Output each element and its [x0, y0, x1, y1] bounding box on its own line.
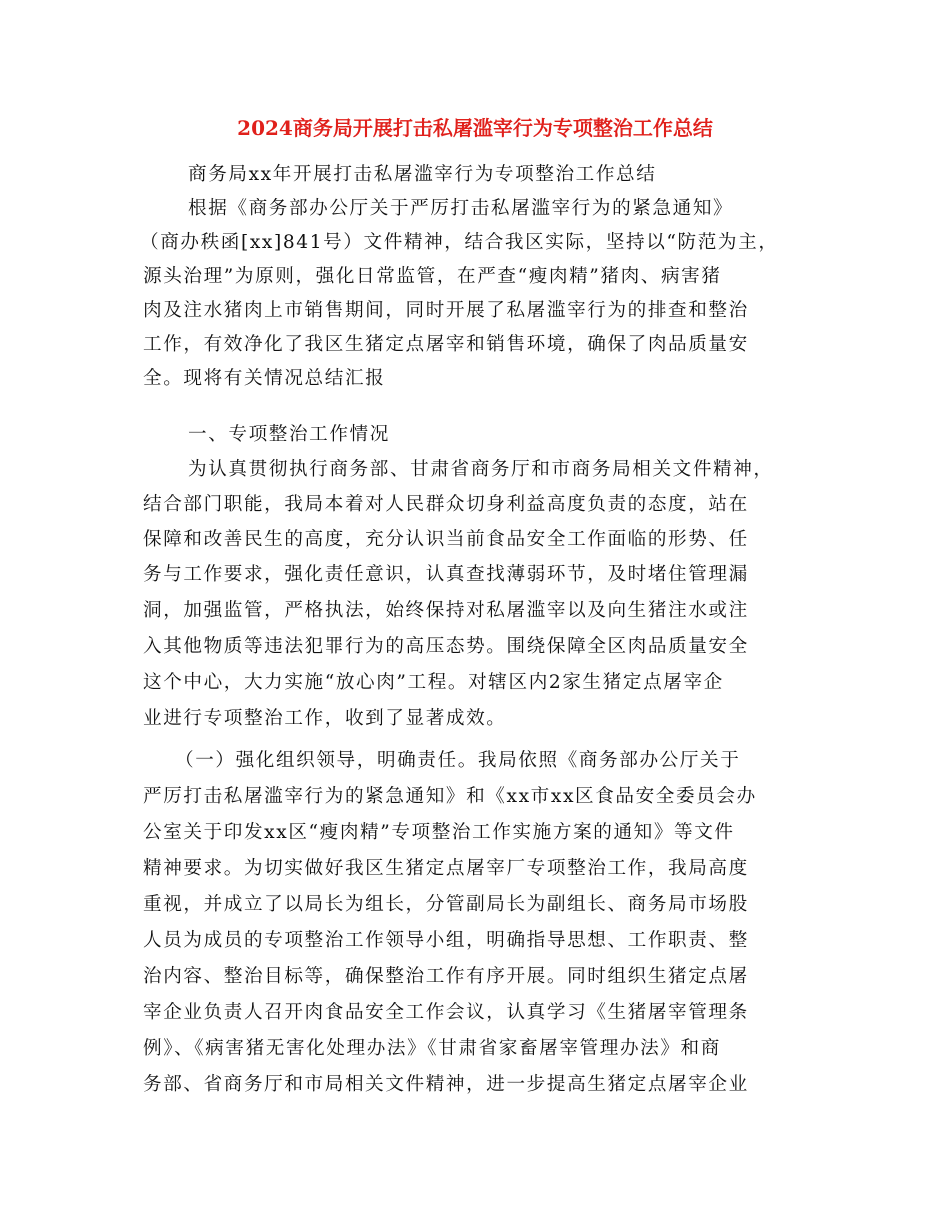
paragraph-line: 源头治理”为原则，强化日常监管，在严查“瘦肉精”猪肉、病害猪 — [143, 266, 722, 287]
paragraph-line: 精神要求。为切实做好我区生猪定点屠宰厂专项整治工作，我局高度 — [143, 858, 749, 879]
paragraph-line: 保障和改善民生的高度，充分认识当前食品安全工作面临的形势、任 — [143, 529, 749, 550]
paragraph-line: （商办秩函[xx]841号）文件精神，结合我区实际，坚持以“防范为主， — [140, 232, 779, 253]
paragraph-line: 为认真贯彻执行商务部、甘肃省商务厅和市商务局相关文件精神， — [188, 459, 774, 480]
document-title: 2024商务局开展打击私屠滥宰行为专项整治工作总结 — [237, 116, 713, 140]
subsection-line: （一）强化组织领导，明确责任。我局依照《商务部办公厅关于 — [175, 750, 741, 771]
paragraph-line: 洞，加强监管，严格执法，始终保持对私屠滥宰以及向生猪注水或注 — [143, 600, 749, 621]
paragraph-line: 业进行专项整治工作，收到了显著成效。 — [143, 708, 507, 729]
section-heading: 一、专项整治工作情况 — [188, 424, 390, 445]
paragraph-line: 肉及注水猪肉上市销售期间，同时开展了私屠滥宰行为的排查和整治 — [143, 300, 749, 321]
paragraph-line: 严厉打击私屠滥宰行为的紧急通知》和《xx市xx区食品安全委员会办 — [143, 786, 757, 807]
paragraph-line: 工作，有效净化了我区生猪定点屠宰和销售环境，确保了肉品质量安 — [143, 334, 749, 355]
paragraph-line: 人员为成员的专项整治工作领导小组，明确指导思想、工作职责、整 — [143, 930, 749, 951]
paragraph-line: 这个中心，大力实施“放心肉”工程。对辖区内2家生猪定点屠宰企 — [143, 672, 724, 693]
paragraph-line: 结合部门职能，我局本着对人民群众切身利益高度负责的态度，站在 — [143, 494, 749, 515]
paragraph-line: 根据《商务部办公厅关于严厉打击私屠滥宰行为的紧急通知》 — [188, 198, 734, 219]
paragraph-line: 全。现将有关情况总结汇报 — [143, 368, 386, 389]
paragraph-line: 宰企业负责人召开肉食品安全工作会议，认真学习《生猪屠宰管理条 — [143, 1002, 749, 1023]
paragraph-line: 入其他物质等违法犯罪行为的高压态势。围绕保障全区肉品质量安全 — [143, 636, 749, 657]
paragraph-line: 治内容、整治目标等，确保整治工作有序开展。同时组织生猪定点屠 — [143, 966, 749, 987]
paragraph-line: 务部、省商务厅和市局相关文件精神，进一步提高生猪定点屠宰企业 — [143, 1074, 749, 1095]
paragraph-line: 重视，并成立了以局长为组长，分管副局长为副组长、商务局市场股 — [143, 894, 749, 915]
paragraph-line: 务与工作要求，强化责任意识，认真查找薄弱环节，及时堵住管理漏 — [143, 564, 749, 585]
paragraph-line: 例》、《病害猪无害化处理办法》《甘肃省家畜屠宰管理办法》和商 — [143, 1038, 721, 1059]
paragraph-line: 公室关于印发xx区“瘦肉精”专项整治工作实施方案的通知》等文件 — [143, 822, 735, 843]
subtitle-line: 商务局xx年开展打击私屠滥宰行为专项整治工作总结 — [188, 164, 657, 185]
